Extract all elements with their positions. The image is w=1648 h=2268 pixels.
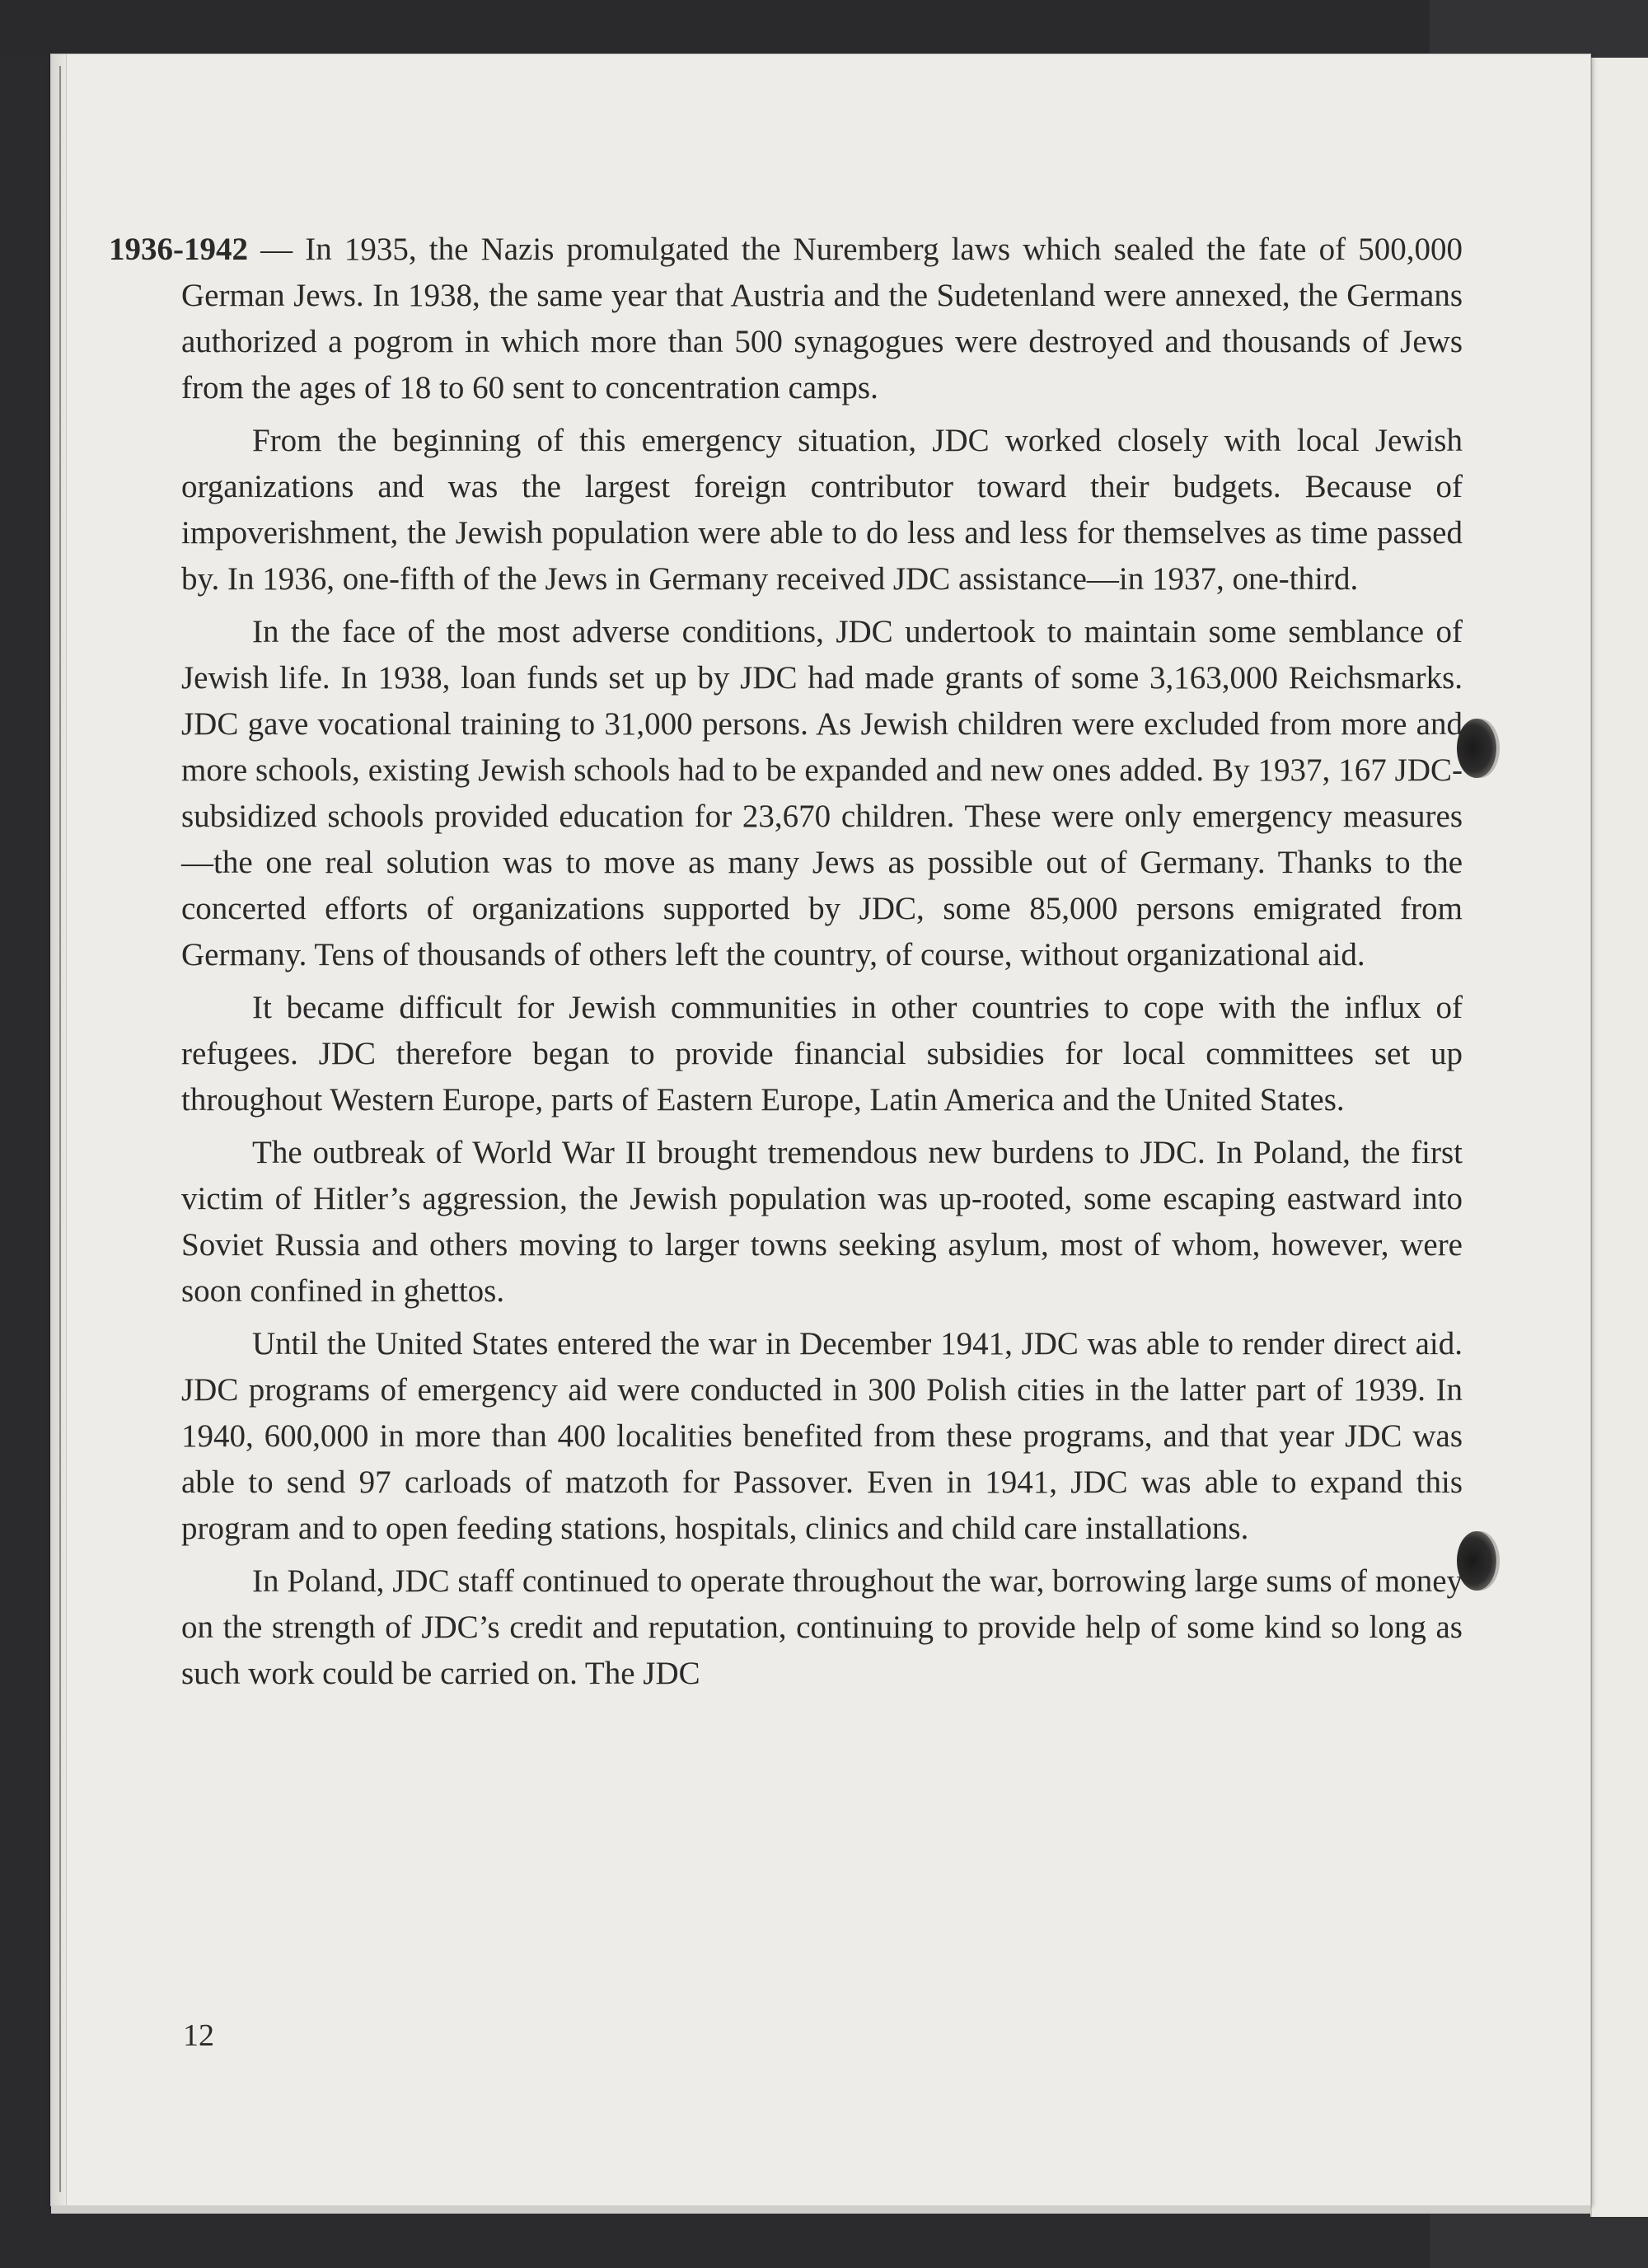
paragraph: Until the United States entered the war in December 1941, JDC was able to render direct aid. JDC programs of emergency aid were conducted in 300 Polish cities in the latter part of 1939. In 1940, 600,000 in more than 400 localities benefited from these programs, and that year JDC was able to send 97 carloads of matzoth for Passover. Even in 1941, JDC was able to expand this program and to open feeding stations, hospitals, clinics and child care installations. xyxy=(181,1326,1463,1546)
body-text xyxy=(109,227,1463,1703)
page-bottom-edge xyxy=(51,2205,1590,2214)
page-number: 12 xyxy=(183,2018,214,2053)
paragraph-intro xyxy=(109,227,1463,411)
paragraph: In Poland, JDC staff continued to operate throughout the war, borrowing large sums of money on the strength of JDC’s credit and reputation, continuing to provide help of some kind so long as such work could be carried on. The JDC xyxy=(181,1563,1463,1691)
paragraph: From the beginning of this emergency situation, JDC worked closely with local Jewish organizations and was the largest foreign contributor toward their budgets. Because of impoverishment, the Jewish population were able to do less and less for themselves as time passed by. In 1936, one-fifth of the Jews in Germany received JDC assistance—in 1937, one-third. xyxy=(181,423,1463,597)
binder-hole-lower xyxy=(1457,1531,1496,1591)
intro-text: — In 1935, the Nazis promulgated the Nuremberg laws which sealed the fate of 500,000 German Jews. In 1938, the same year that Austria and the Sudetenland were annexed, the Germans authorized a pogrom in which more than 500 synagogues were destroyed and thousands of Jews from the ages of 18 to 60 sent to concentration camps. xyxy=(181,232,1463,405)
binder-hole-upper xyxy=(1457,719,1496,778)
next-page-edge xyxy=(1590,58,1648,2217)
paragraph: In the face of the most adverse conditions, JDC undertook to maintain some semblance of Jewish life. In 1938, loan funds set up by JDC had made grants of some 3,163,000 Reichsmarks. JDC gave vocational training to 31,000 persons. As Jewish children were excluded from more and more schools, existing Jewish schools had to be expanded and new ones added. By 1937, 167 JDC-subsidized schools provided education for 23,670 children. These were only emergency measures—the one real solution was to move as many Jews as possible out of Germany. Thanks to the concerted efforts of organizations supported by JDC, some 85,000 persons emigrated from Germany. Tens of thousands of others left the country, of course, without organizational aid. xyxy=(181,614,1463,972)
paragraph: The outbreak of World War II brought tremendous new burdens to JDC. In Poland, the first victim of Hitler’s aggression, the Jewish population was up-rooted, some escaping eastward into Soviet Russia and others moving to larger towns seeking asylum, most of whom, however, were soon confined in ghettos. xyxy=(181,1135,1463,1309)
binding-line xyxy=(59,66,61,2192)
scan-backdrop-top xyxy=(0,0,1648,58)
section-year-heading: 1936-1942 xyxy=(109,232,248,267)
paragraph: It became difficult for Jewish communities in other countries to cope with the influx of refugees. JDC therefore began to provide financial subsidies for local committees set up throughout Western Europe, parts of Eastern Europe, Latin America and the United States. xyxy=(181,990,1463,1118)
